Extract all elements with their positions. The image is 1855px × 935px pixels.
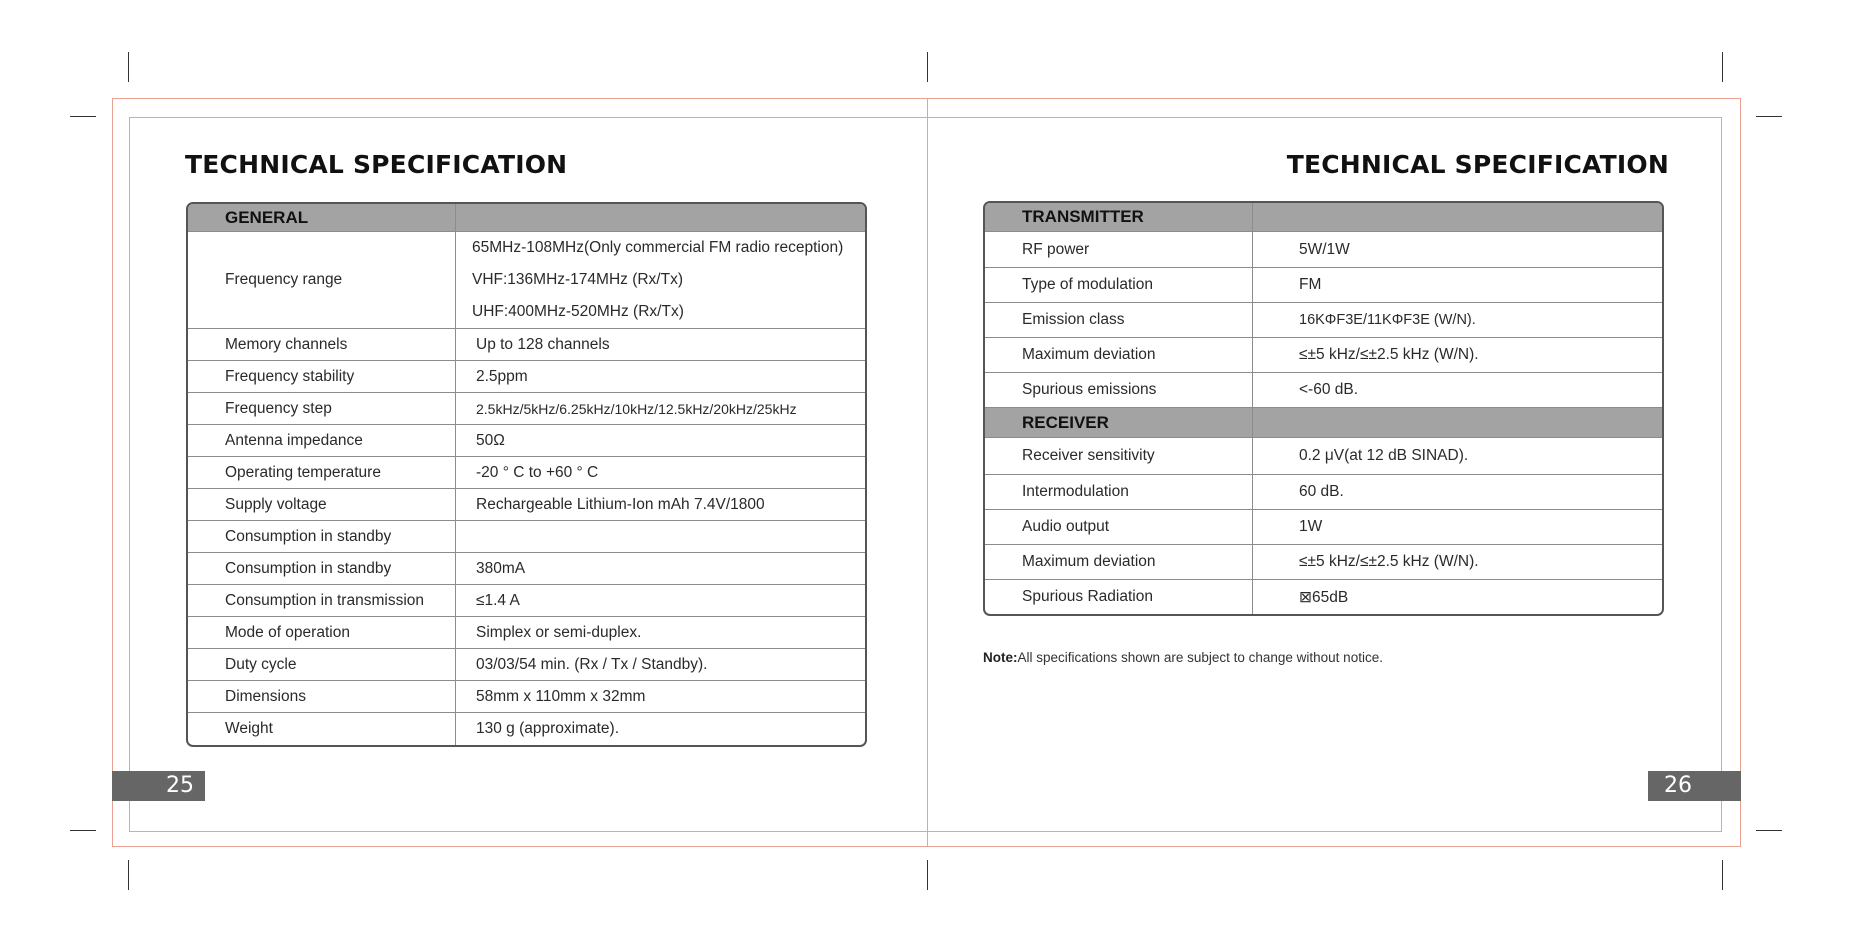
table-row: [985, 232, 1662, 268]
spec-value: 16KΦF3E/11KΦF3E (W/N).: [1253, 303, 1662, 338]
spec-label: Frequency stability: [188, 361, 456, 393]
table-row: [188, 457, 865, 489]
spec-value-line: VHF:136MHz-174MHz (Rx/Tx): [472, 271, 683, 288]
transmitter-receiver-table: [983, 201, 1664, 616]
table-row: [985, 545, 1662, 580]
crop-mark: [927, 52, 928, 82]
spec-value: 130 g (approximate).: [476, 720, 620, 737]
spec-label: Weight: [188, 713, 456, 745]
footnote-text: All specifications shown are subject to change without notice.: [1017, 650, 1383, 665]
spec-value: 2.5kHz/5kHz/6.25kHz/10kHz/12.5kHz/20kHz/25kHz: [456, 393, 865, 425]
table-row: [188, 361, 865, 393]
table-row: [188, 232, 865, 329]
spec-value: FM: [1253, 268, 1662, 303]
table-row: [188, 617, 865, 649]
transmitter-header-row: [985, 203, 1662, 232]
spec-value: Simplex or semi-duplex.: [456, 617, 865, 649]
table-row: [985, 268, 1662, 303]
spec-value: 1W: [1253, 510, 1662, 545]
spec-value: ≤±5 kHz/≤±2.5 kHz (W/N).: [1253, 545, 1662, 580]
crop-mark: [927, 860, 928, 890]
spec-value: 0.2 μV(at 12 dB SINAD).: [1253, 438, 1662, 475]
table-row: [188, 393, 865, 425]
crop-mark: [1756, 116, 1782, 117]
receiver-header: RECEIVER: [985, 408, 1253, 438]
spec-label: RF power: [985, 232, 1253, 268]
spec-label: Duty cycle: [188, 649, 456, 681]
crop-mark: [128, 52, 129, 82]
page-number-right: 26: [1648, 771, 1741, 801]
transmitter-header: TRANSMITTER: [985, 203, 1253, 232]
table-row: [188, 713, 865, 745]
spec-value: <-60 dB.: [1253, 373, 1662, 408]
spec-label: Consumption in standby: [188, 553, 456, 585]
spec-label: Frequency range: [188, 232, 456, 329]
crop-mark: [1756, 830, 1782, 831]
spec-label: Consumption in transmission: [188, 585, 456, 617]
table-row: [985, 338, 1662, 373]
spec-value: Up to 128 channels: [456, 329, 865, 361]
spec-label: Consumption in standby: [188, 521, 456, 553]
spec-label: Spurious emissions: [985, 373, 1253, 408]
spec-value-line: 65MHz-108MHz(Only commercial FM radio reception): [472, 239, 844, 256]
crop-mark: [70, 830, 96, 831]
page-spine: [927, 98, 928, 847]
spec-value: 5W/1W: [1253, 232, 1662, 268]
footnote-label: Note:: [983, 650, 1018, 665]
spec-value: 2.5ppm: [456, 361, 865, 393]
general-header: GENERAL: [188, 204, 456, 232]
table-row: [188, 553, 865, 585]
spec-value: ⊠65dB: [1299, 588, 1349, 606]
spec-value: 60 dB.: [1253, 475, 1662, 510]
spec-value: Rechargeable Lithium-Ion mAh 7.4V/1800: [456, 489, 865, 521]
general-spec-table: [186, 202, 867, 747]
spec-label: Supply voltage: [188, 489, 456, 521]
crop-mark: [1722, 860, 1723, 890]
receiver-header-row: [985, 408, 1662, 438]
spec-value: 58mm x 110mm x 32mm: [456, 681, 865, 713]
spec-label: Operating temperature: [188, 457, 456, 489]
right-page-title: TECHNICAL SPECIFICATION: [1286, 150, 1669, 179]
spec-value: 50Ω: [456, 425, 865, 457]
spec-label: Spurious Radiation: [985, 580, 1253, 614]
page-number-left: 25: [112, 771, 205, 801]
spec-value: 03/03/54 min. (Rx / Tx / Standby).: [456, 649, 865, 681]
general-header-row: [188, 204, 865, 232]
spec-label: Emission class: [985, 303, 1253, 338]
table-row: [188, 585, 865, 617]
spec-value: [456, 232, 865, 329]
spec-label: Maximum deviation: [985, 545, 1253, 580]
table-row: [188, 425, 865, 457]
spec-label: Receiver sensitivity: [985, 438, 1253, 475]
spec-value: -20 ° C to +60 ° C: [456, 457, 865, 489]
table-row: [985, 475, 1662, 510]
spec-label: Dimensions: [188, 681, 456, 713]
spec-value: [456, 521, 865, 553]
table-row: [985, 438, 1662, 475]
table-row: [188, 681, 865, 713]
spec-label: Antenna impedance: [188, 425, 456, 457]
spec-label: Memory channels: [188, 329, 456, 361]
table-row: [188, 489, 865, 521]
table-row: [188, 521, 865, 553]
spec-label: Intermodulation: [985, 475, 1253, 510]
table-row: [985, 373, 1662, 408]
spec-value-line: UHF:400MHz-520MHz (Rx/Tx): [472, 303, 684, 320]
left-page-title: TECHNICAL SPECIFICATION: [185, 150, 568, 179]
spec-label: Audio output: [985, 510, 1253, 545]
table-row: [985, 303, 1662, 338]
crop-mark: [1722, 52, 1723, 82]
spec-value: ≤1.4 A: [456, 585, 865, 617]
spec-value: 380mA: [456, 553, 865, 585]
crop-mark: [128, 860, 129, 890]
table-row: [985, 510, 1662, 545]
spec-label: Type of modulation: [985, 268, 1253, 303]
table-row: [188, 329, 865, 361]
spec-label: Mode of operation: [188, 617, 456, 649]
footnote: [983, 650, 1383, 665]
spec-label: Frequency step: [188, 393, 456, 425]
table-row: [985, 580, 1662, 614]
table-row: [188, 649, 865, 681]
crop-mark: [70, 116, 96, 117]
spec-label: Maximum deviation: [985, 338, 1253, 373]
spec-value: ≤±5 kHz/≤±2.5 kHz (W/N).: [1253, 338, 1662, 373]
